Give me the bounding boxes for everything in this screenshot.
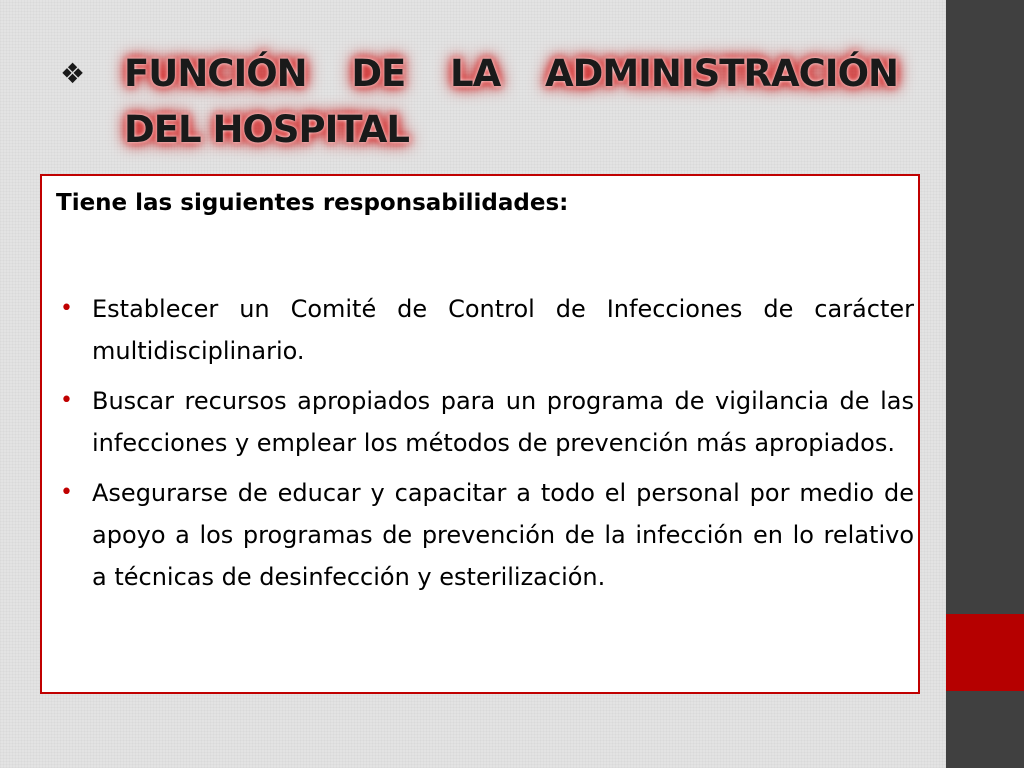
bullet-dot-icon: •: [60, 388, 73, 413]
bullet-item: [56, 472, 914, 598]
slide-title: [60, 46, 898, 158]
bullet-item: [56, 288, 914, 372]
bullet-text: Establecer un Comité de Control de Infecciones de carácter multidisciplinario.: [92, 295, 914, 365]
bullet-item: [56, 380, 914, 464]
intro-text: Tiene las siguientes responsabilidades:: [56, 190, 569, 216]
diamond-bullet-icon: ❖: [60, 57, 85, 90]
content-box: [40, 174, 920, 694]
bullet-text: Buscar recursos apropiados para un programa de vigilancia de las infecciones y emplear los métodos de prevención más apropiados.: [92, 387, 914, 457]
bullet-dot-icon: •: [60, 296, 73, 321]
bullet-list: [56, 288, 914, 606]
bullet-text: Asegurarse de educar y capacitar a todo el personal por medio de apoyo a los programas de prevención de la infección en lo relativo a técnicas de desinfección y esterilización.: [92, 479, 914, 591]
bullet-dot-icon: •: [60, 480, 73, 505]
right-accent-block: [946, 614, 1024, 691]
title-line-1: FUNCIÓN DE LA ADMINISTRACIÓN: [124, 52, 898, 95]
title-line-2: DEL HOSPITAL: [124, 108, 409, 151]
